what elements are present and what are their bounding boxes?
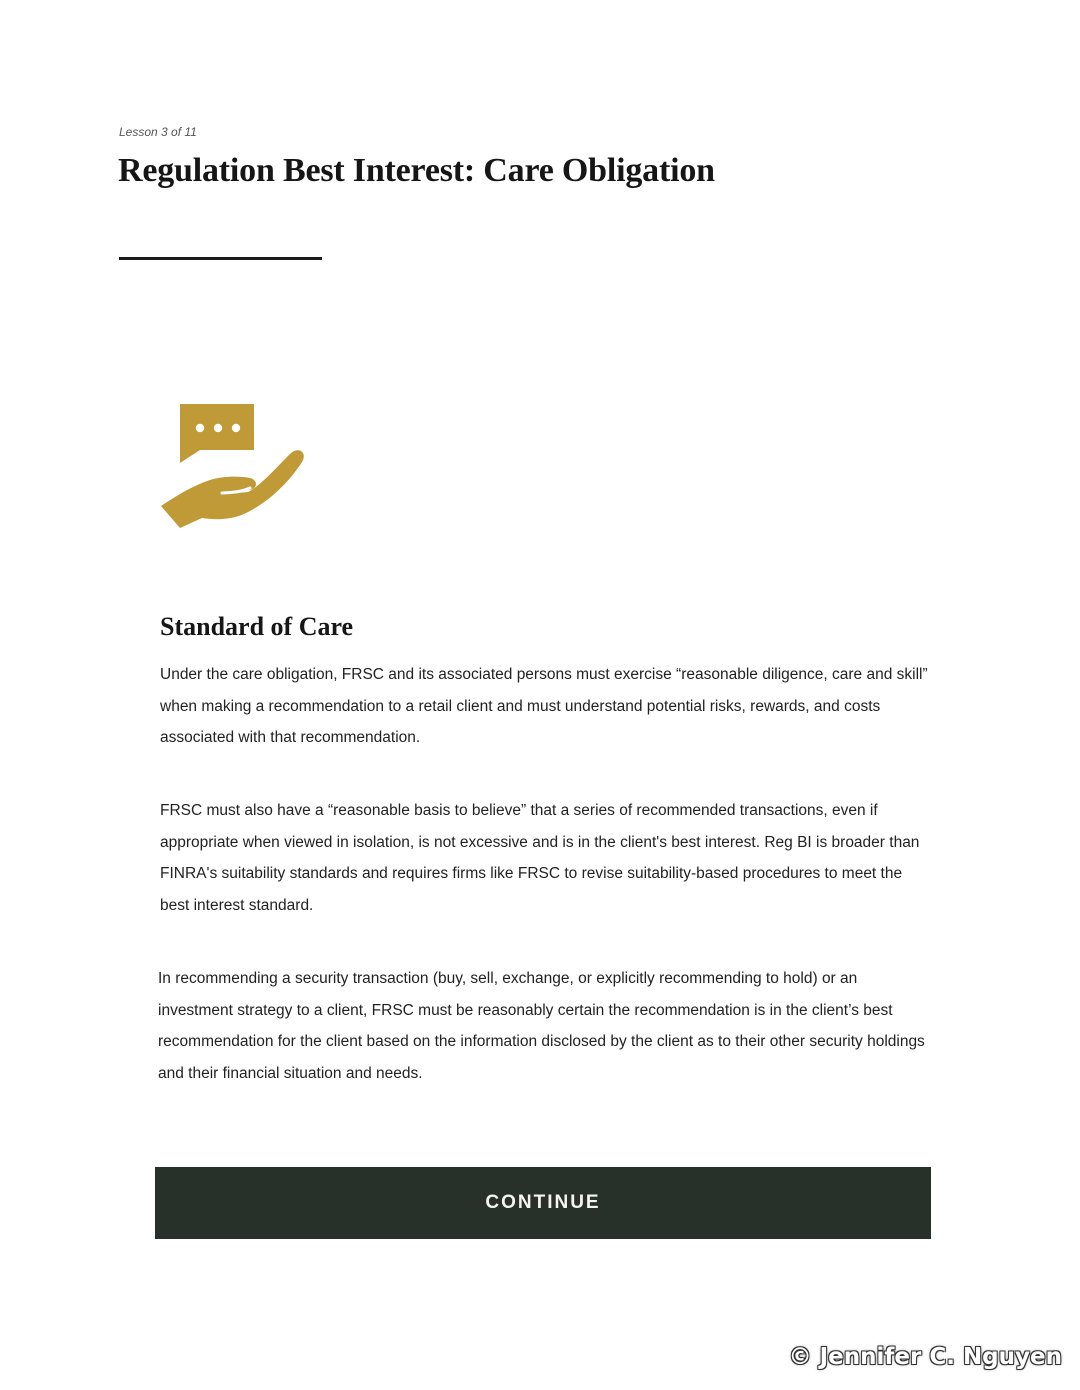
paragraph-care-obligation: Under the care obligation, FRSC and its associated persons must exercise “reasonable diligence, care and skill” when making a recommendation to a retail client and must understand potential risks, rewards, and costs associated with that recommendation. [160,666,928,746]
lesson-title: Regulation Best Interest: Care Obligation [118,152,715,189]
paragraph-recommending-transaction: In recommending a security transaction (buy, sell, exchange, or explicitly recommending to hold) or an investment strategy to a client, FRSC must be reasonably certain the recommendation is in the client’s best recommendation for the client based on the information disclosed by the client as to their other security holdings and their financial situation and needs. [158,970,925,1082]
hand-with-speech-bubble-icon [158,400,308,532]
continue-button[interactable]: CONTINUE [155,1167,931,1239]
title-divider [119,257,322,260]
section-heading: Standard of Care [160,612,354,641]
lesson-counter: Lesson 3 of 11 [119,125,197,139]
copyright-watermark: © Jennifer C. Nguyen [788,1344,1062,1370]
paragraph-reasonable-basis: FRSC must also have a “reasonable basis to believe” that a series of recommended transactions, even if appropriate when viewed in isolation, is not excessive and is in the client's best interest. Reg BI is broader than FINRA's suitability standards and requires firms like FRSC to revise suitability-based procedures to meet the best interest standard. [160,802,920,914]
